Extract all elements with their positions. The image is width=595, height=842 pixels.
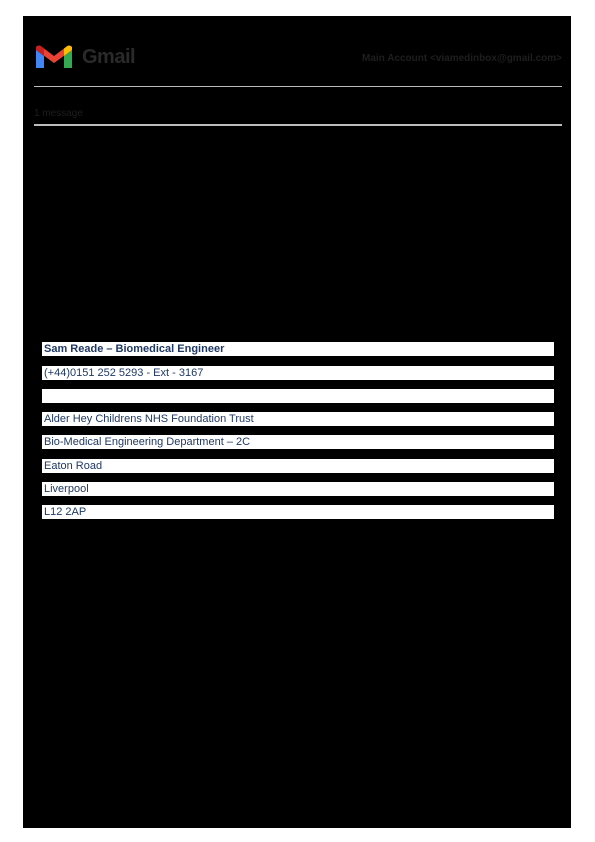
email-print-page [23, 16, 571, 828]
signature-blank-line [42, 389, 554, 403]
signature-phone: (+44)0151 252 5293 - Ext - 3167 [42, 366, 554, 380]
gmail-m-icon [34, 44, 74, 70]
signature-postcode: L12 2AP [42, 505, 554, 519]
signature-city: Liverpool [42, 482, 554, 496]
signature-street: Eaton Road [42, 459, 554, 473]
header-divider [34, 86, 562, 87]
gmail-wordmark: Gmail [82, 46, 136, 68]
account-label: Main Account <viamedinbox@gmail.com> [362, 53, 562, 64]
gmail-logo [34, 44, 144, 70]
thread-divider [34, 124, 562, 126]
signature-department: Bio-Medical Engineering Department – 2C [42, 435, 554, 449]
signature-name-title: Sam Reade – Biomedical Engineer [42, 342, 554, 356]
message-count: 1 message [34, 108, 83, 119]
signature-organization: Alder Hey Childrens NHS Foundation Trust [42, 412, 554, 426]
